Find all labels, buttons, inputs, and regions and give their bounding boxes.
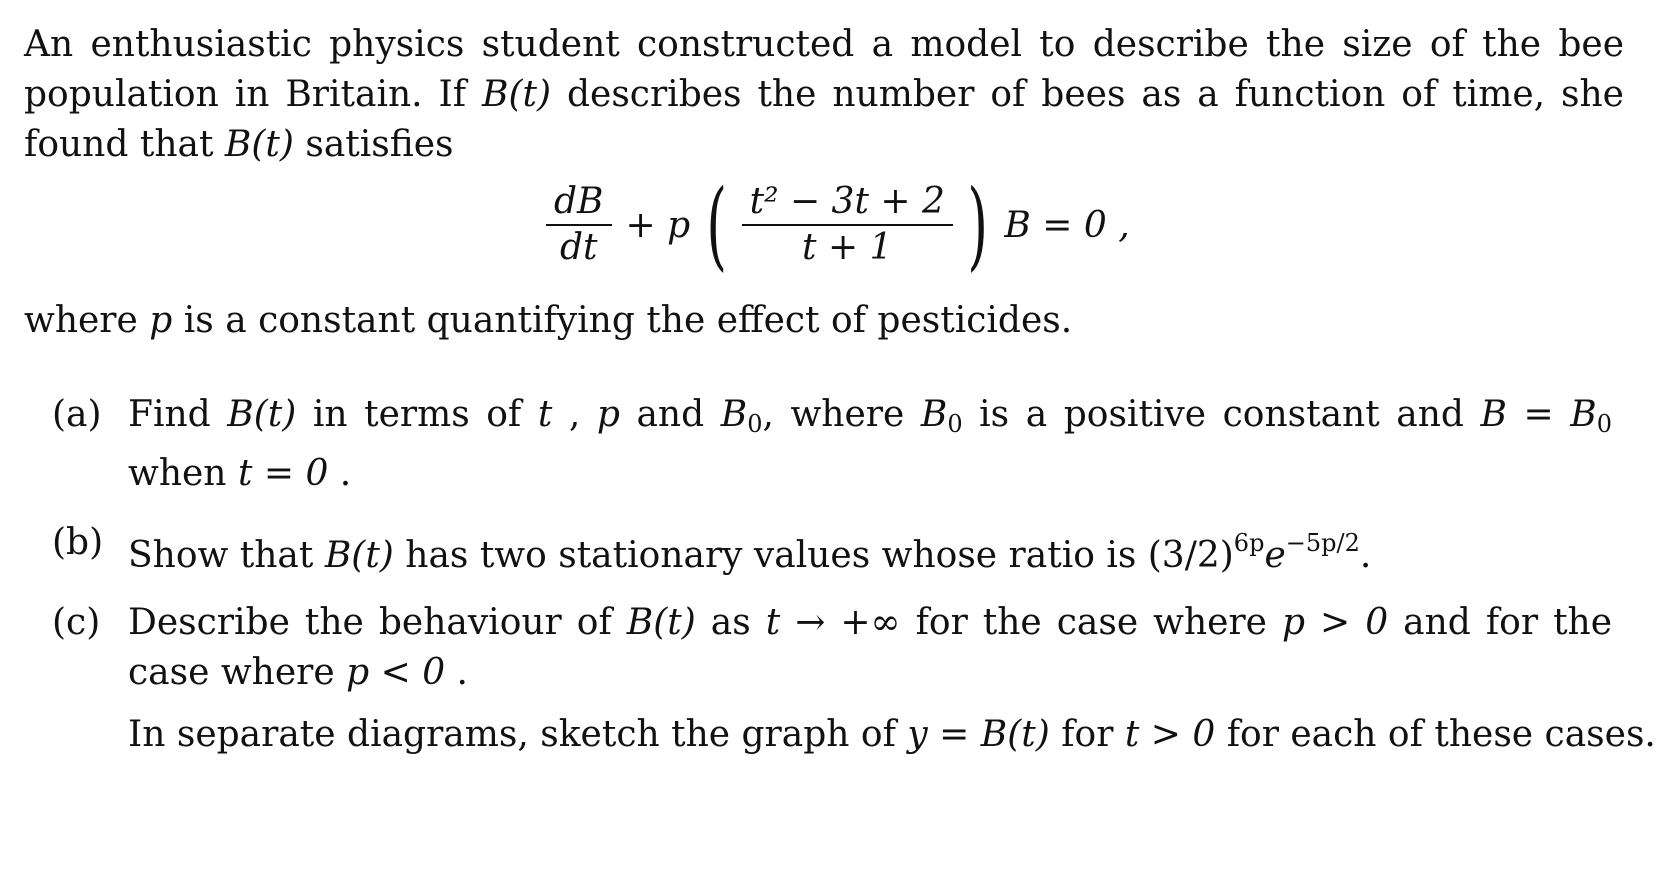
subscript-0: 0	[1596, 410, 1612, 438]
math-B-of-t: B(t)	[324, 535, 394, 576]
math-B0: B	[720, 394, 748, 435]
part-b-text-a: Show that	[128, 535, 325, 576]
part-a-text-1d: , where	[762, 394, 921, 435]
math-t-equals-0: t = 0	[237, 453, 329, 494]
after-text-a: where	[24, 300, 150, 341]
part-b-text-c: .	[1359, 535, 1372, 576]
part-b-text-b: has two stationary values whose ratio is	[393, 535, 1148, 576]
part-c-line-1	[128, 598, 1612, 648]
part-c-text-2a: case where	[128, 652, 347, 693]
part-c-body	[128, 598, 1612, 698]
ratio-base: (3/2)	[1147, 535, 1234, 576]
intro-text-1: An enthusiastic physics student constructed a model to describe the size of the bee	[24, 24, 1624, 65]
part-b	[52, 518, 1612, 581]
rational-numerator: t² − 3t + 2	[749, 181, 945, 222]
part-c-text-2b: .	[445, 652, 468, 693]
part-a-label: (a)	[52, 394, 102, 435]
math-p: p	[596, 394, 620, 435]
part-c-text-1b: as	[695, 602, 766, 643]
math-p: p	[149, 300, 173, 341]
part-b-body	[128, 518, 1612, 581]
right-paren: )	[967, 169, 988, 281]
intro-text-3a: found that	[24, 124, 225, 165]
part-b-line-1	[128, 518, 1612, 581]
part-a-text-1c: and	[619, 394, 721, 435]
math-t-to-infinity: t → +∞	[765, 602, 901, 643]
math-B0: B	[920, 394, 948, 435]
sketch-instruction	[128, 710, 1656, 760]
part-c-text-1c: for the case where	[900, 602, 1282, 643]
intro-text-3b: satisfies	[293, 124, 454, 165]
derivative-fraction	[546, 180, 612, 270]
part-a-text-1a: Find	[128, 394, 228, 435]
rational-denominator: t + 1	[802, 227, 893, 268]
plus-p: + p	[625, 204, 691, 246]
math-t: t	[537, 394, 553, 435]
after-text-b: is a constant quantifying the effect of pesticides.	[172, 300, 1073, 341]
part-c-label: (c)	[52, 602, 101, 643]
math-t-greater-0: t > 0	[1124, 714, 1216, 755]
subscript-0: 0	[747, 410, 763, 438]
part-b-label: (b)	[52, 522, 104, 563]
intro-text-2a: population in Britain. If	[24, 74, 483, 115]
ratio-exponent-1: 6p	[1233, 529, 1265, 557]
subscript-0: 0	[947, 410, 963, 438]
problem-intro	[24, 20, 1624, 170]
equation-rhs: B = 0 ,	[1004, 204, 1130, 246]
part-a	[52, 390, 1612, 499]
math-B-of-t: B(t)	[227, 394, 297, 435]
extra-text-c: for each of these cases.	[1215, 714, 1656, 755]
rational-fraction	[742, 180, 953, 270]
part-a-text-1b: in terms of	[296, 394, 538, 435]
ratio-exponent-2: −5p/2	[1285, 529, 1360, 557]
extra-text-b: for	[1049, 714, 1125, 755]
differential-equation	[540, 170, 1138, 280]
part-a-line-1: Find B(t) in terms of t , p and $B_0$, where $B_0$ is a positive constant and $B = B_0$	[128, 394, 1612, 438]
derivative-denominator: dt	[559, 227, 598, 268]
ratio-e: e	[1264, 535, 1286, 576]
intro-text-2b: describes the number of bees as a function of time, she	[551, 74, 1624, 115]
part-c-text-1d: and for the	[1388, 602, 1613, 643]
part-a-line-2	[128, 449, 1612, 499]
constant-description	[24, 296, 1072, 346]
left-paren: (	[706, 169, 728, 281]
part-a-text-1e: is a positive constant and	[962, 394, 1481, 435]
part-a-text-2b: .	[328, 453, 352, 494]
math-B-of-t: B(t)	[224, 124, 294, 165]
part-a-text-2a: when	[128, 453, 238, 494]
math-B-of-t: B(t)	[482, 74, 552, 115]
extra-text-a: In separate diagrams, sketch the graph of	[128, 714, 908, 755]
math-p-less-0: p < 0	[346, 652, 446, 693]
intro-line-3	[24, 120, 1624, 170]
math-B-equals-B0: B = B	[1480, 394, 1597, 435]
intro-line-2	[24, 70, 1624, 120]
part-a-body	[128, 390, 1612, 499]
math-y-equals-B-of-t: y = B(t)	[907, 714, 1050, 755]
math-p-greater-0: p > 0	[1282, 602, 1389, 643]
part-c	[52, 598, 1612, 698]
part-c-line-2	[128, 648, 1612, 698]
part-c-text-1a: Describe the behaviour of	[128, 602, 627, 643]
intro-line-1	[24, 20, 1624, 70]
derivative-numerator: dB	[554, 181, 604, 222]
math-B-of-t: B(t)	[626, 602, 696, 643]
